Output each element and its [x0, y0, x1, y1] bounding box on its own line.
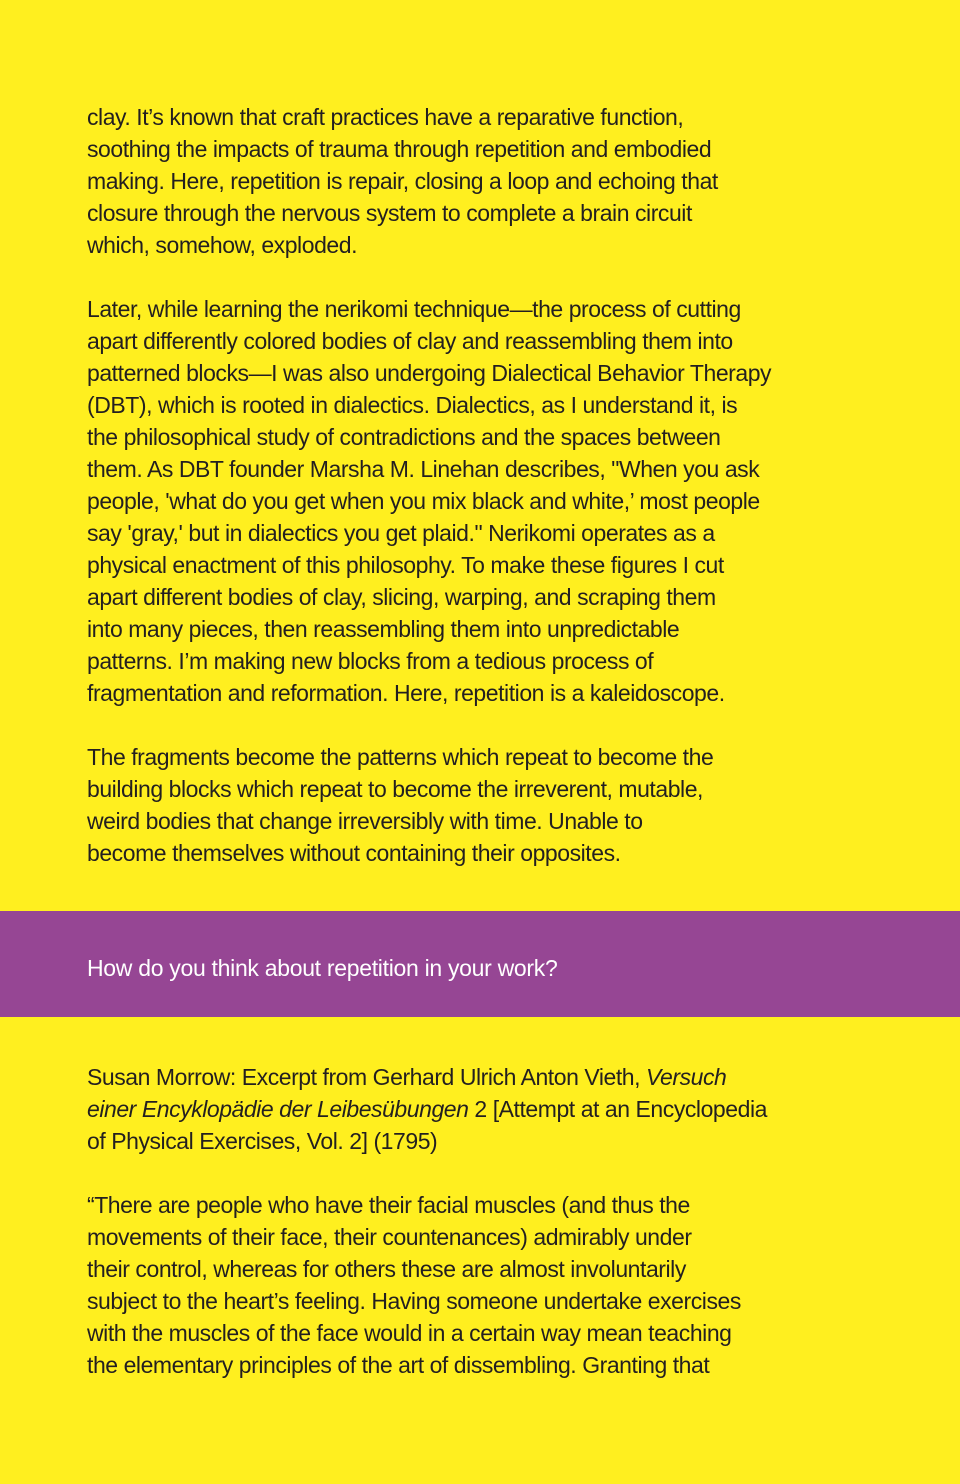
- text-line: making. Here, repetition is repair, closing a loop and echoing that: [87, 168, 718, 194]
- text-line: patterns. I’m making new blocks from a tedious process of: [87, 648, 654, 674]
- text-line: weird bodies that change irreversibly with time. Unable to: [87, 808, 643, 834]
- text-line: with the muscles of the face would in a certain way mean teaching: [87, 1320, 732, 1346]
- quote: [87, 1189, 887, 1381]
- text-line: them. As DBT founder Marsha M. Linehan describes, "When you ask: [87, 456, 760, 482]
- text-line: apart different bodies of clay, slicing, warping, and scraping them: [87, 584, 716, 610]
- text-line: movements of their face, their countenances) admirably under: [87, 1224, 692, 1250]
- text-line: Later, while learning the nerikomi technique—the process of cutting: [87, 296, 741, 322]
- text-line: people, 'what do you get when you mix black and white,’ most people: [87, 488, 760, 514]
- citation-title: einer Encyklopädie der Leibesübungen: [87, 1096, 469, 1122]
- text-line: say 'gray,' but in dialectics you get plaid." Nerikomi operates as a: [87, 520, 715, 546]
- citation: [87, 1061, 887, 1157]
- text-line: patterned blocks—I was also undergoing Dialectical Behavior Therapy: [87, 360, 772, 386]
- text-line: soothing the impacts of trauma through repetition and embodied: [87, 136, 712, 162]
- question-heading: How do you think about repetition in your work?: [87, 955, 558, 981]
- text-line: physical enactment of this philosophy. To make these figures I cut: [87, 552, 724, 578]
- text-line: into many pieces, then reassembling them into unpredictable: [87, 616, 680, 642]
- text-line: closure through the nervous system to complete a brain circuit: [87, 200, 692, 226]
- citation-translation: 2 [Attempt at an Encyclopedia: [468, 1096, 767, 1122]
- text-line: fragmentation and reformation. Here, repetition is a kaleidoscope.: [87, 680, 725, 706]
- citation-line: [87, 1093, 887, 1125]
- text-line: clay. It’s known that craft practices have a reparative function,: [87, 104, 684, 130]
- paragraph-3: [87, 741, 887, 869]
- text-line: apart differently colored bodies of clay and reassembling them into: [87, 328, 733, 354]
- paragraph-1: [87, 101, 887, 261]
- text-line: become themselves without containing their opposites.: [87, 840, 621, 866]
- text-line: The fragments become the patterns which repeat to become the: [87, 744, 714, 770]
- citation-title: Versuch: [646, 1064, 727, 1090]
- text-line: which, somehow, exploded.: [87, 232, 358, 258]
- text-line: subject to the heart’s feeling. Having someone undertake exercises: [87, 1288, 741, 1314]
- text-line: their control, whereas for others these are almost involuntarily: [87, 1256, 686, 1282]
- citation-line: [87, 1061, 887, 1093]
- citation-line: of Physical Exercises, Vol. 2] (1795): [87, 1128, 438, 1154]
- text-line: “There are people who have their facial muscles (and thus the: [87, 1192, 690, 1218]
- text-line: (DBT), which is rooted in dialectics. Dialectics, as I understand it, is: [87, 392, 738, 418]
- paragraph-2: [87, 293, 887, 709]
- text-line: building blocks which repeat to become the irreverent, mutable,: [87, 776, 703, 802]
- text-line: the elementary principles of the art of dissembling. Granting that: [87, 1352, 710, 1378]
- citation-author: Susan Morrow: Excerpt from Gerhard Ulrich Anton Vieth,: [87, 1064, 647, 1090]
- text-line: the philosophical study of contradictions and the spaces between: [87, 424, 721, 450]
